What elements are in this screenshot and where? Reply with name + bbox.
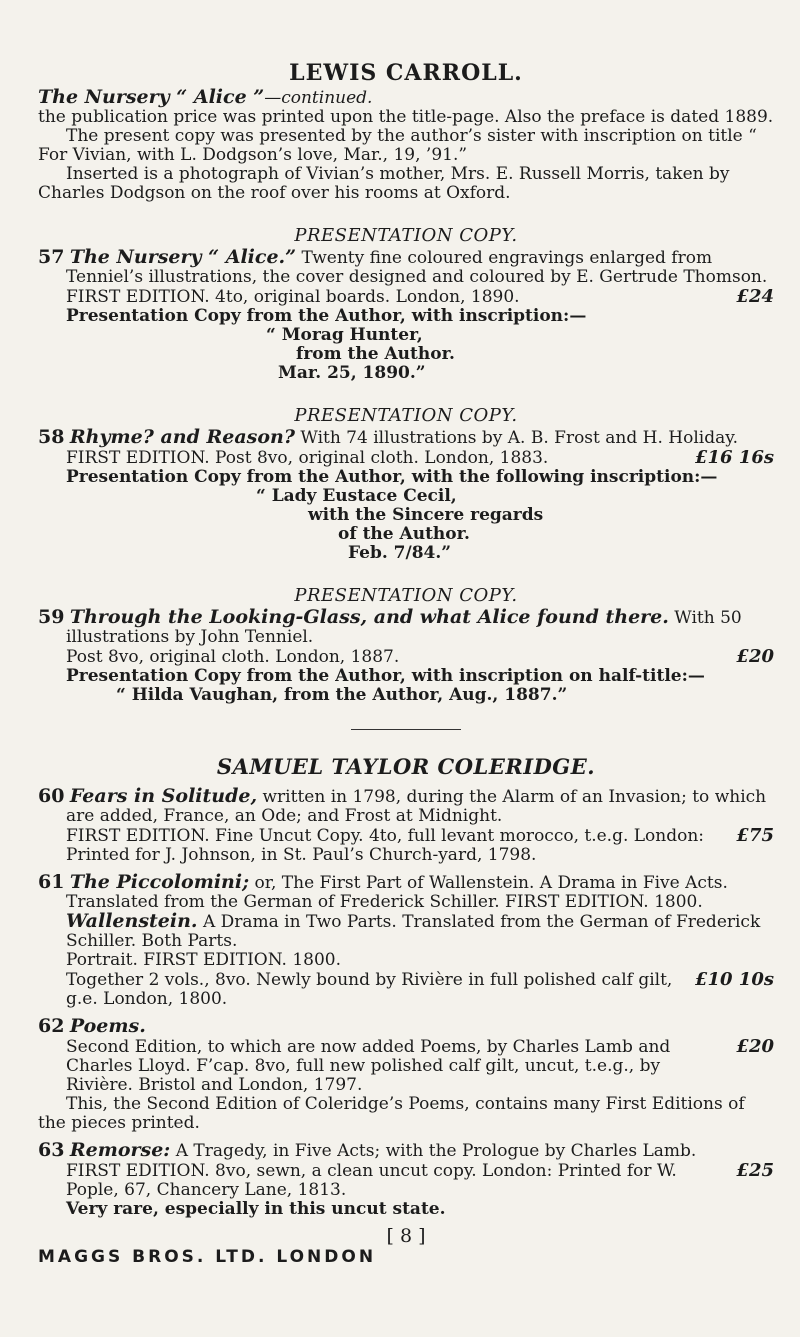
entry-title: The Nursery “ Alice.”	[69, 246, 297, 268]
price: £24	[736, 286, 774, 307]
entry-details: Together 2 vols., 8vo. Newly bound by Rivière in full polished calf gilt, g.e. London, 1800.	[66, 970, 673, 1009]
presentation-copy-heading: PRESENTATION COPY.	[294, 405, 518, 426]
inscription-line: Mar. 25, 1890.”	[278, 363, 426, 383]
entry-description: With 50 illustrations by John Tenniel.	[66, 608, 742, 647]
price: £20	[736, 1036, 774, 1057]
first-edition-label: FIRST EDITION.	[505, 892, 649, 912]
inscription-line: “ Morag Hunter,	[266, 325, 423, 345]
entry-details: 4to, original boards. London, 1890.	[215, 287, 520, 307]
lot-number: 63	[38, 1139, 65, 1161]
entry-61	[38, 873, 774, 1009]
first-edition-label: FIRST EDITION.	[143, 950, 287, 970]
entry-description: A Tragedy, in Five Acts; with the Prologue by Charles Lamb.	[175, 1141, 697, 1161]
entry-note: This, the Second Edition of Coleridge’s Poems, contains many First Editions of the pieces printed.	[38, 1094, 745, 1133]
inscription-line: Feb. 7/84.”	[348, 543, 452, 563]
price: £75	[736, 825, 774, 846]
entry-details: Post 8vo, original cloth. London, 1887.	[66, 647, 400, 667]
inscription-line: “ Hilda Vaughan, from the Author, Aug., 1887.”	[116, 685, 568, 705]
first-edition-label: FIRST EDITION.	[66, 448, 210, 468]
entry-year: 1800.	[292, 950, 342, 970]
entry-58	[38, 428, 774, 563]
entry-62	[38, 1017, 774, 1133]
presentation-copy-heading: PRESENTATION COPY.	[294, 225, 518, 246]
entry-title: Poems.	[69, 1015, 146, 1037]
entry-63	[38, 1141, 774, 1219]
entry-title: The Piccolomini;	[69, 871, 250, 893]
entry-title: Wallenstein.	[66, 910, 198, 932]
entry-title: Remorse:	[69, 1139, 171, 1161]
page-number: [ 8 ]	[386, 1225, 426, 1247]
entry-details: Fine Uncut Copy. 4to, full levant morocco, t.e.g. London: Printed for J. Johnson, in St. Paul’s Church-yard, 1798.	[66, 826, 705, 865]
entry-text: the publication price was printed upon the title-page. Also the preface is dated 1889.	[38, 107, 774, 127]
inscription-line: with the Sincere regards	[308, 505, 544, 525]
presentation-line: Presentation Copy from the Author, with inscription:—	[66, 306, 587, 326]
price: £16 16s	[694, 447, 774, 468]
entry-details: 8vo, sewn, a clean uncut copy. London: Printed for W. Pople, 67, Chancery Lane, 1813.	[66, 1161, 677, 1200]
inscription-line: from the Author.	[296, 344, 455, 364]
entry-60	[38, 787, 774, 865]
lot-number: 60	[38, 785, 65, 807]
running-head: LEWIS CARROLL.	[289, 60, 523, 86]
entry-description: Second Edition, to which are now added Poems, by Charles Lamb and Charles Lloyd. F’cap. 8vo, full new polished calf gilt, uncut, t.e.g., by Rivière. Bristol and London, 1797.	[66, 1037, 671, 1095]
entry-description: A Drama in Two Parts. Translated from the German of Frederick Schiller. Both Parts.	[66, 912, 761, 951]
entry-description: Twenty fine coloured engravings enlarged from Tenniel’s illustrations, the cover designed and coloured by E. Gertrude Thomson.	[66, 248, 768, 287]
inscription-line: “ Lady Eustace Cecil,	[256, 486, 457, 506]
entry-title: Fears in Solitude,	[69, 785, 258, 807]
entry-year: 1800.	[654, 892, 703, 912]
entry-57	[38, 248, 774, 383]
section-divider	[351, 729, 461, 730]
continued-label: —continued.	[264, 88, 373, 108]
entry-note: Very rare, especially in this uncut state.	[66, 1199, 446, 1219]
presentation-copy-heading: PRESENTATION COPY.	[294, 585, 518, 606]
entry-title: Through the Looking-Glass, and what Alice found there.	[69, 606, 669, 628]
entry-description: written in 1798, during the Alarm of an Invasion; to which are added, France, an Ode; and Frost at Midnight.	[66, 787, 767, 826]
entry-title: Rhyme? and Reason?	[69, 426, 295, 448]
entry-description: or, The First Part of Wallenstein. A Drama in Five Acts. Translated from the German of Frederick Schiller.	[66, 873, 728, 912]
author-heading: SAMUEL TAYLOR COLERIDGE.	[216, 754, 596, 779]
entry-description: With 74 illustrations by A. B. Frost and H. Holiday.	[300, 428, 738, 448]
presentation-line: Presentation Copy from the Author, with the following inscription:—	[66, 467, 718, 487]
entry-continued	[38, 88, 774, 203]
portrait-label: Portrait.	[66, 950, 138, 970]
entry-text: The present copy was presented by the author’s sister with inscription on title “ For Vivian, with L. Dodgson’s love, Mar., 19, ’91.”	[38, 126, 757, 165]
presentation-line: Presentation Copy from the Author, with inscription on half-title:—	[66, 666, 705, 686]
lot-number: 59	[38, 606, 65, 628]
entry-title: The Nursery “ Alice ”	[38, 86, 265, 108]
entry-59	[38, 608, 774, 705]
lot-number: 62	[38, 1015, 65, 1037]
first-edition-label: FIRST EDITION.	[66, 1161, 210, 1181]
entry-details: Post 8vo, original cloth. London, 1883.	[215, 448, 549, 468]
price: £20	[736, 646, 774, 667]
price: £25	[736, 1160, 774, 1181]
lot-number: 58	[38, 426, 65, 448]
first-edition-label: FIRST EDITION.	[66, 826, 210, 846]
lot-number: 57	[38, 246, 65, 268]
inscription-line: of the Author.	[338, 524, 470, 544]
entry-text: Inserted is a photograph of Vivian’s mother, Mrs. E. Russell Morris, taken by Charles Dodgson on the roof over his rooms at Oxford.	[38, 164, 730, 203]
lot-number: 61	[38, 871, 65, 893]
price: £10 10s	[694, 969, 774, 990]
publisher-footer: MAGGS BROS. LTD. LONDON	[38, 1247, 377, 1267]
first-edition-label: FIRST EDITION.	[66, 287, 210, 307]
